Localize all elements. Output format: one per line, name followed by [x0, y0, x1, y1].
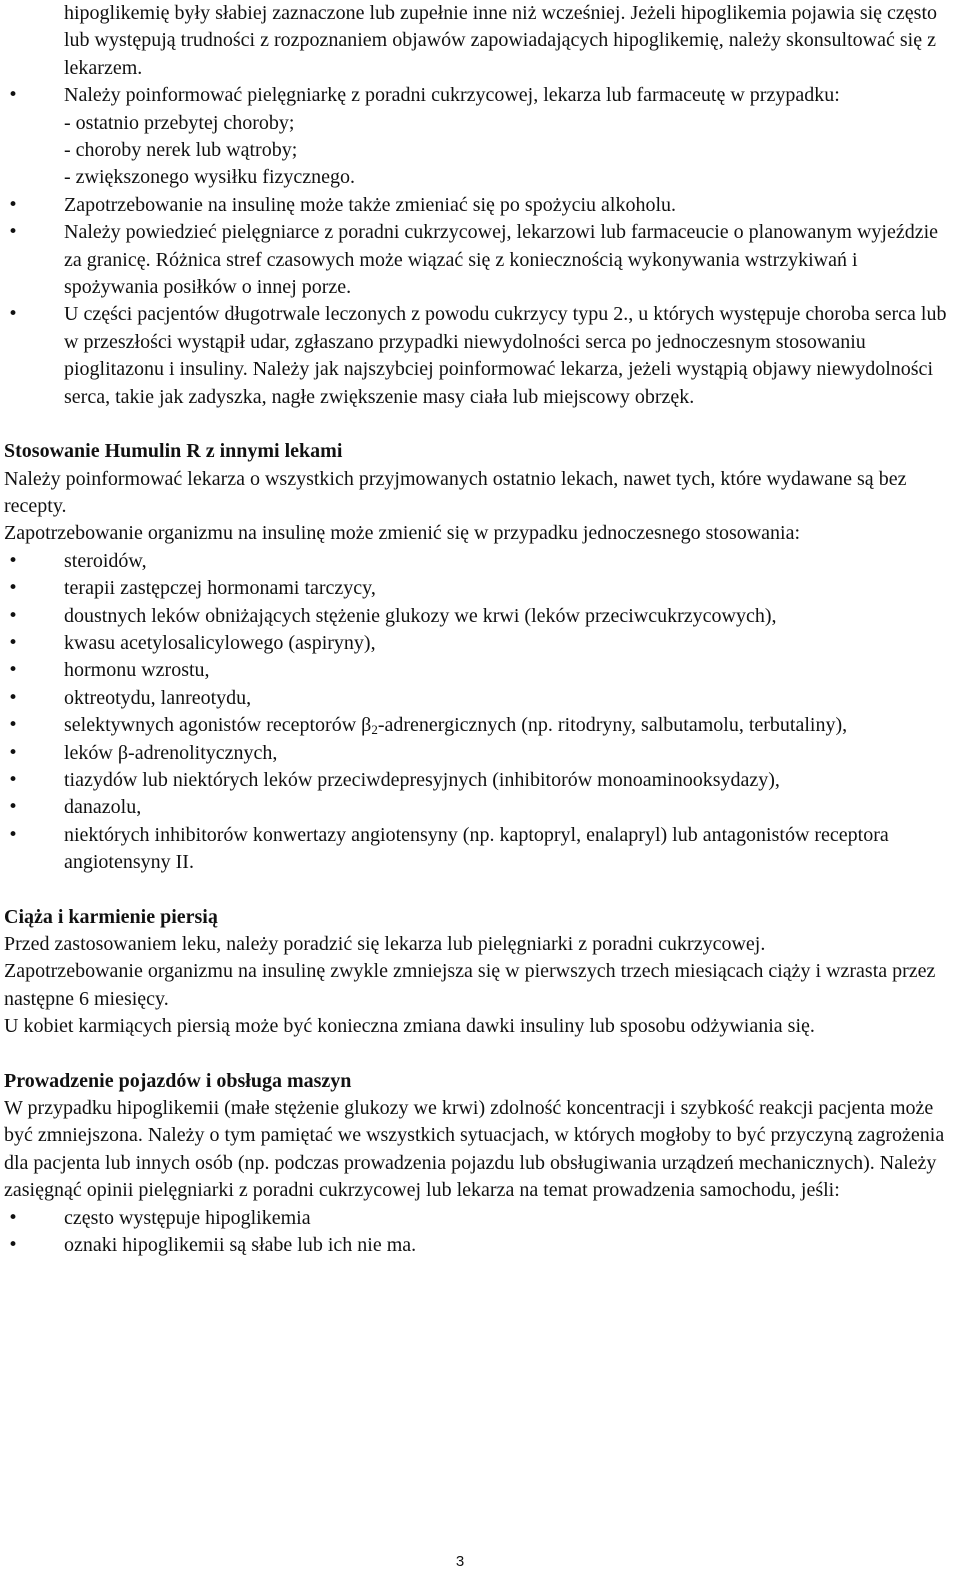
- section-heading: Ciąża i karmienie piersią: [4, 905, 218, 928]
- pregnancy-section: [4, 904, 952, 1041]
- list-item: • doustnych leków obniżających stężenie glukozy we krwi (leków przeciwcukrzycowych),: [4, 603, 952, 630]
- list-item: [4, 712, 952, 739]
- page-number: 3: [455, 1553, 465, 1570]
- interactions-list: [4, 548, 952, 877]
- beta2-prefix: selektywnych agonistów receptorów β: [64, 714, 372, 737]
- list-item: • oznaki hipoglikemii są słabe lub ich nie ma.: [4, 1232, 952, 1259]
- list-item: • terapii zastępczej hormonami tarczycy,: [4, 575, 952, 602]
- list-item: • U części pacjentów długotrwale leczonych z powodu cukrzycy typu 2., u których występuje choroba serca lub w przeszłości wystąpił udar, zgłaszano przypadki niewydolności serca po jednoczesnym stosowaniu pioglitazonu i insuliny. Należy jak najszybciej poinformować lekarza, jeżeli wystąpią objawy niewydolności serca, takie jak zadyszka, nagłe zwiększenie masy ciała lub miejscowy obrzęk.: [4, 301, 952, 411]
- paragraph: Przed zastosowaniem leku, należy poradzić się lekarza lub pielęgniarki z poradni cukrzycowej.: [4, 933, 766, 955]
- list-item: • steroidów,: [4, 548, 952, 575]
- paragraph: U kobiet karmiących piersią może być konieczna zmiana dawki insuliny lub sposobu odżywiania się.: [4, 1015, 815, 1038]
- inform-subitem: - zwiększonego wysiłku fizycznego.: [64, 166, 356, 189]
- warnings-list: [4, 82, 952, 411]
- inform-subitem: - choroby nerek lub wątroby;: [64, 139, 298, 162]
- paragraph: Zapotrzebowanie organizmu na insulinę zwykle zmniejsza się w pierwszych trzech miesiącach ciąży i wzrasta przez następne 6 miesięcy.: [4, 960, 936, 1010]
- intro-continuation: hipoglikemię były słabiej zaznaczone lub zupełnie inne niż wcześniej. Jeżeli hipoglikemia pojawia się często lub występują trudności z rozpoznaniem objawów zapowiadających hipoglikemię, należy skonsultować się z lekarzem.: [64, 2, 938, 79]
- section-heading: Stosowanie Humulin R z innymi lekami: [4, 440, 343, 463]
- list-item: • danazolu,: [4, 794, 952, 821]
- list-item: • Zapotrzebowanie na insulinę może także zmieniać się po spożyciu alkoholu.: [4, 192, 952, 219]
- beta2-subscript: 2: [371, 722, 378, 738]
- driving-list: [4, 1205, 952, 1260]
- paragraph: Należy poinformować lekarza o wszystkich przyjmowanych ostatnio lekach, nawet tych, które wydawane są bez recepty.: [4, 467, 907, 517]
- paragraph: W przypadku hipoglikemii (małe stężenie glukozy we krwi) zdolność koncentracji i szybkość reakcji pacjenta może być zmniejszona. Należy o tym pamiętać we wszystkich sytuacjach, w których mogłoby to być przyczyną zagrożenia dla pacjenta lub innych osób (np. podczas prowadzenia pojazdu lub obsługiwania urządzeń mechanicznych). Należy zasięgnąć opinii pielęgniarki z poradni cukrzycowej lub lekarza na temat prowadzenia samochodu, jeśli:: [4, 1097, 945, 1202]
- list-item: • leków β-adrenolitycznych,: [4, 740, 952, 767]
- list-item: [4, 82, 952, 192]
- list-item: • Należy powiedzieć pielęgniarce z poradni cukrzycowej, lekarzowi lub farmaceucie o planowanym wyjeździe za granicę. Różnica stref czasowych może wiązać się z koniecznością wykonywania wstrzykiwań i spożywania posiłków o innej porze.: [4, 219, 952, 301]
- beta2-suffix: -adrenergicznych (np. ritodryny, salbutamolu, terbutaliny),: [377, 714, 848, 737]
- list-item: • oktreotydu, lanreotydu,: [4, 685, 952, 712]
- list-item: • kwasu acetylosalicylowego (aspiryny),: [4, 630, 952, 657]
- section-heading: Prowadzenie pojazdów i obsługa maszyn: [4, 1069, 352, 1092]
- list-item: • niektórych inhibitorów konwertazy angiotensyny (np. kaptopryl, enalapryl) lub antagonistów receptora angiotensyny II.: [4, 822, 952, 877]
- driving-section: [4, 1068, 952, 1260]
- list-item: • hormonu wzrostu,: [4, 657, 952, 684]
- document-page: [4, 0, 952, 1259]
- inform-intro: • Należy poinformować pielęgniarkę z poradni cukrzycowej, lekarza lub farmaceutę w przypadku:: [64, 84, 840, 107]
- list-item: • często występuje hipoglikemia: [4, 1205, 952, 1232]
- list-item: • tiazydów lub niektórych leków przeciwdepresyjnych (inhibitorów monoaminooksydazy),: [4, 767, 952, 794]
- paragraph: Zapotrzebowanie organizmu na insulinę może zmienić się w przypadku jednoczesnego stosowania:: [4, 522, 801, 545]
- interactions-section: [4, 438, 952, 877]
- inform-subitem: - ostatnio przebytej choroby;: [64, 111, 295, 134]
